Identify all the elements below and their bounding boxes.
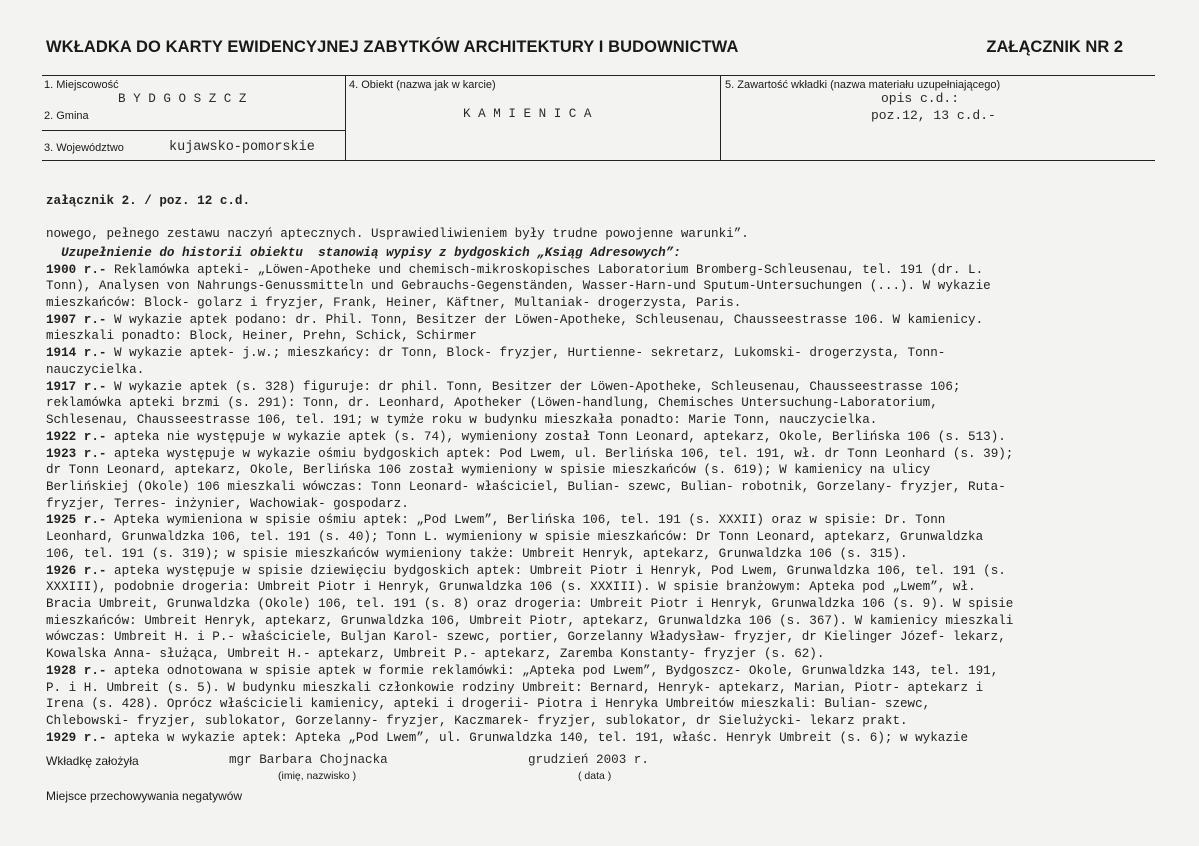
locality-value: B Y D G O S Z C Z: [118, 92, 247, 106]
content-value-line-2: poz.12, 13 c.d.-: [871, 108, 996, 123]
body-line: P. i H. Umbreit (s. 5). W budynku mieszkali członkowie rodziny Umbreit: Bernard, Henryk- aptekarz, Marian, Piotr- aptekarz i: [46, 680, 984, 695]
date-value: grudzień 2003 r.: [528, 753, 649, 767]
body-line: 1928 r.- apteka odnotowana w spisie aptek w formie reklamówki: „Apteka pod Lwem”, Bydgoszcz- Okole, Grunwaldzka 143, tel. 191,: [46, 663, 999, 678]
body-line: 1922 r.- apteka nie występuje w wykazie aptek (s. 74), wymieniony został Tonn Leonard, aptekarz, Okole, Berlińska 106 (s. 513).: [46, 429, 1006, 444]
object-value: K A M I E N I C A: [463, 107, 592, 121]
body-line: 1923 r.- apteka występuje w wykazie ośmiu bydgoskich aptek: Pod Lwem, ul. Berlińska 106, tel. 191, wł. dr Tonn Leonhard (s. 39);: [46, 446, 1014, 461]
negatives-location-label: Miejsce przechowywania negatywów: [46, 789, 243, 803]
body-line: Berlińskiej (Okole) 106 mieszkali wówczas: Tonn Leonard- właściciel, Bulian- szewc, Bulian- robotnik, Gorzelany- fryzjer, Ruta-: [46, 479, 1006, 494]
body-line: reklamówka apteki brzmi (s. 291): Tonn, dr. Leonhard, Apotheker (Löwen-handlung, Chemisches Untersuchung-Laboratorium,: [46, 396, 938, 411]
header-fields-table: [42, 75, 1155, 161]
body-line: Bracia Umbreit, Grunwaldzka (Okole) 106, tel. 191 (s. 8) oraz drogeria: Umbreit Piotr i Henryk, Grunwaldzka 106 (s. 9). W spisie: [46, 596, 1014, 611]
body-line: dr Tonn Leonard, aptekarz, Okole, Berlińska 106 został wymieniony w spisie mieszkańców (s. 619); W kamienicy na ulicy: [46, 463, 931, 478]
content-label: 5. Zawartość wkładki (nazwa materiału uzupełniającego): [725, 79, 1001, 91]
body-line: 1907 r.- W wykazie aptek podano: dr. Phil. Tonn, Besitzer der Löwen-Apotheke, Schleusenau, Chausseestrasse 106. W kamienicy.: [46, 312, 984, 327]
body-heading: załącznik 2. / poz. 12 c.d.: [46, 193, 251, 208]
body-line: 1917 r.- W wykazie aptek (s. 328) figuruje: dr phil. Tonn, Besitzer der Löwen-Apotheke, Schleusenau, Chausseestrasse 106;: [46, 379, 961, 394]
body-line: Kowalska Anna- służąca, Umbreit H.- aptekarz, Umbreit P.- aptekarz, Zaremba Konstanty- fryzjer (s. 62).: [46, 647, 825, 662]
body-line: 106, tel. 191 (s. 319); w spisie mieszkańców wymieniony także: Umbreit Henryk, aptekarz, Grunwaldzka 106 (s. 315).: [46, 546, 908, 561]
body-line: Leonhard, Grunwaldzka 106, tel. 191 (s. 40); Tonn L. wymieniony w spisie mieszkańców: Dr Tonn Leonard, aptekarz, Grunwaldzka: [46, 530, 984, 545]
body-line: 1926 r.- apteka występuje w spisie dziewięciu bydgoskich aptek: Umbreit Piotr i Henryk, Pod Lwem, Grunwaldzka 106, tel. 191 (s.: [46, 563, 1006, 578]
commune-label: 2. Gmina: [44, 110, 89, 122]
body-line: 1929 r.- apteka w wykazie aptek: Apteka „Pod Lwem”, ul. Grunwaldzka 140, tel. 191, właśc. Henryk Umbreit (s. 6); w wykazie: [46, 730, 969, 745]
body-line: Irena (s. 428). Oprócz właścicieli kamienicy, apteki i drogerii- Piotra i Henryka Umbreitów mieszkali: Bulian- szewc,: [46, 697, 931, 712]
inserted-by-value: mgr Barbara Chojnacka: [229, 753, 388, 767]
body-line: 1925 r.- Apteka wymieniona w spisie ośmiu aptek: „Pod Lwem”, Berlińska 106, tel. 191 (s. XXXII) oraz w spisie: Dr. Tonn: [46, 513, 946, 528]
object-label: 4. Obiekt (nazwa jak w karcie): [349, 79, 496, 91]
body-line: Tonn), Analysen von Nahrungs-Genussmitteln und Gebrauchs-Gegenständen, Wasser-Harn-und Sputum-Untersuchungen (...). W wykazie: [46, 279, 991, 294]
body-line: nowego, pełnego zestawu naczyń aptecznych. Usprawiedliwieniem były trudne powojenne warunki”.: [46, 227, 749, 242]
body-line: 1900 r.- Reklamówka apteki- „Löwen-Apotheke und chemisch-mikroskopisches Laboratorium Bromberg-Schleusenau, tel. 191 (dr. L.: [46, 262, 984, 277]
body-lines: [46, 226, 1156, 746]
body-line: mieszkańców: Block- golarz i fryzjer, Frank, Heiner, Käftner, Multaniak- drogerzysta, Paris.: [46, 296, 742, 311]
attachment-number: ZAŁĄCZNIK NR 2: [986, 38, 1123, 56]
body-line: XXXIII), podobnie drogeria: Umbreit Piotr i Henryk, Grunwaldzka 106 (s. XXXIII). W spisie branżowym: Apteka pod „Lwem”, wł.: [46, 580, 976, 595]
locality-column: [42, 76, 346, 160]
body-line: wówczas: Umbreit H. i P.- właściciele, Buljan Karol- szewc, portier, Gorzelanny Władysław- fryzjer, dr Kielinger Józef- lekarz,: [46, 630, 1006, 645]
date-caption: ( data ): [578, 770, 612, 782]
body-line: 1914 r.- W wykazie aptek- j.w.; mieszkańcy: dr Tonn, Block- fryzjer, Hurtienne- sekretarz, Lukomski- drogerzysta, Tonn-: [46, 346, 946, 361]
body-line: Chlebowski- fryzjer, sublokator, Gorzelanny- fryzjer, Kaczmarek- fryzjer, sublokator, dr Sielużycki- lekarz prakt.: [46, 714, 908, 728]
content-value-line-1: opis c.d.:: [881, 91, 960, 106]
body-line: Uzupełnienie do historii obiektu stanowią wypisy z bydgoskich „Ksiąg Adresowych”:: [46, 245, 681, 260]
province-value: kujawsko-pomorskie: [169, 140, 315, 155]
inserted-by-label: Wkładkę założyła: [46, 754, 139, 768]
body-line: mieszkańców: Umbreit Henryk, aptekarz, Grunwaldzka 106, Umbreit Piotr, aptekarz, Grunwaldzka 106 (s. 367). W kamienicy mieszkali: [46, 613, 1014, 628]
content-column: [721, 76, 1155, 160]
name-caption: (imię, nazwisko ): [278, 770, 357, 782]
object-column: [345, 76, 721, 160]
body-line: Schlesenau, Chausseestrasse 106, tel. 191; w tymże roku w budynku mieszkała ponadto: Marie Tonn, nauczycielka.: [46, 413, 878, 428]
body-line: mieszkali ponadto: Block, Heiner, Prehn, Schick, Schirmer: [46, 329, 477, 344]
document-body: [46, 176, 1156, 763]
province-label: 3. Województwo: [44, 142, 124, 154]
page-title: WKŁADKA DO KARTY EWIDENCYJNEJ ZABYTKÓW ARCHITEKTURY I BUDOWNICTWA: [46, 38, 739, 56]
body-line: nauczycielka.: [46, 362, 145, 377]
body-line: fryzjer, Terres- inżynier, Wachowiak- gospodarz.: [46, 496, 409, 511]
locality-label: 1. Miejscowość: [44, 79, 119, 91]
row-divider: [42, 130, 345, 131]
